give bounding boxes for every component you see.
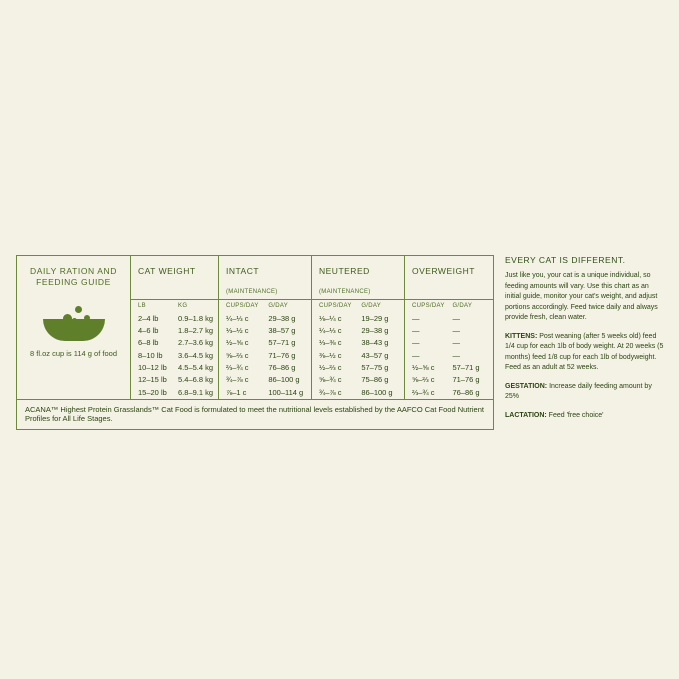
column-title-neutered: NEUTERED: [319, 266, 370, 276]
cell-intact-g: 76–86 g: [268, 363, 296, 372]
table-cell-group: [219, 312, 312, 324]
food-bowl-icon: [43, 301, 105, 341]
cell-intact-g: 86–100 g: [268, 375, 300, 385]
table-cell-group: [312, 386, 405, 398]
table-cell-group: [219, 374, 312, 386]
table-cell-group: [405, 349, 493, 361]
table-subheader-row: [131, 299, 493, 312]
table-footnote: ACANA™ Highest Protein Grasslands™ Cat Food is formulated to meet the nutritional levels established by the AAFCO Cat Food Nutrient Profiles for All Life Stages.: [17, 399, 493, 430]
cell-overweight-cups: —: [412, 338, 420, 348]
cell-neutered-g: 86–100 g: [361, 387, 393, 397]
cup-note: 8 fl.oz cup is 114 g of food: [29, 348, 117, 358]
table-header-row: [131, 256, 493, 299]
feeding-guide-panel: [16, 255, 666, 430]
column-header-overweight: [405, 256, 493, 299]
cell-overweight-cups: ⅝–⅔ c: [412, 375, 435, 385]
table-cell-group: [131, 386, 219, 398]
cell-overweight-g: —: [452, 325, 460, 335]
cell-intact-g: 29–38 g: [268, 313, 296, 323]
cell-neutered-g: 19–29 g: [361, 313, 389, 323]
cell-kg: 3.6–4.5 kg: [178, 350, 214, 360]
cell-lb: 6–8 lb: [138, 338, 159, 348]
notes-block: [505, 255, 666, 429]
cell-neutered-cups: ½–⅔ c: [319, 363, 342, 372]
cell-overweight-g: —: [452, 313, 460, 323]
notes-lactation: [505, 411, 666, 422]
daily-ration-cell: [17, 256, 131, 399]
table-cell-group: [312, 324, 405, 336]
subheader-lb: LB: [138, 303, 146, 309]
cell-neutered-cups: ¾–⅞ c: [319, 387, 342, 397]
table-cell-group: [219, 349, 312, 361]
notes-gestation: [505, 382, 666, 403]
cell-kg: 2.7–3.6 kg: [178, 338, 214, 348]
cell-neutered-cups: ⅜–½ c: [319, 350, 342, 360]
subheader-overweight-cups: CUPS/DAY: [412, 303, 445, 309]
cell-intact-cups: ½–⅝ c: [226, 338, 249, 348]
subheader-kg: KG: [178, 303, 188, 309]
cell-kg: 4.5–5.4 kg: [178, 363, 214, 372]
notes-kittens-text: Post weaning (after 5 weeks old) feed 1/4 cup for each 1lb of body weight. At 20 weeks (5 months) feed 1/8 cup for each 1lb of bodyweight. Feed as an adult at 52 weeks.: [505, 332, 664, 371]
cell-kg: 1.8–2.7 kg: [178, 325, 214, 335]
table-cell-group: [405, 337, 493, 349]
cell-kg: 5.4–6.8 kg: [178, 375, 214, 385]
table-cell-group: [219, 324, 312, 336]
table-cell-group: [219, 337, 312, 349]
cell-neutered-cups: ⅝–¾ c: [319, 375, 342, 385]
table-row: [131, 337, 493, 349]
cell-neutered-g: 29–38 g: [361, 325, 389, 335]
table-cell-group: [405, 312, 493, 324]
table-cell-group: [131, 312, 219, 324]
feeding-table: [16, 255, 494, 430]
cell-lb: 12–15 lb: [138, 375, 167, 385]
table-cell-group: [312, 337, 405, 349]
cell-intact-cups: ⅝–⅔ c: [226, 350, 249, 360]
table-cell-group: [131, 374, 219, 386]
table-cell-group: [131, 362, 219, 374]
notes-gestation-text: Increase daily feeding amount by 25%: [505, 382, 652, 400]
cell-neutered-cups: ⅓–⅜ c: [319, 338, 342, 348]
cell-neutered-g: 38–43 g: [361, 338, 389, 348]
table-cell-group: [405, 386, 493, 398]
table-cell-group: [312, 362, 405, 374]
table-cell-group: [219, 386, 312, 398]
column-header-intact: [219, 256, 312, 299]
column-header-neutered: [312, 256, 405, 299]
table-row: [131, 386, 493, 398]
cell-lb: 15–20 lb: [138, 387, 167, 397]
subheader-neutered-g: G/DAY: [361, 303, 382, 309]
cell-lb: 10–12 lb: [138, 363, 167, 372]
table-cell-group: [219, 362, 312, 374]
daily-ration-title: DAILY RATION AND FEEDING GUIDE: [29, 266, 118, 288]
table-cell-group: [405, 374, 493, 386]
table-row: [131, 312, 493, 324]
cell-intact-g: 57–71 g: [268, 338, 296, 348]
cell-neutered-g: 57–75 g: [361, 363, 389, 372]
notes-kittens: [505, 332, 666, 374]
cell-neutered-cups: ⅛–¼ c: [319, 313, 342, 323]
subheader-overweight-g: G/DAY: [452, 303, 473, 309]
notes-gestation-label: GESTATION:: [505, 382, 548, 390]
table-cell-group: [312, 349, 405, 361]
table-body: [131, 312, 493, 399]
cell-intact-g: 71–76 g: [268, 350, 296, 360]
cell-overweight-cups: —: [412, 325, 420, 335]
cell-intact-g: 38–57 g: [268, 325, 296, 335]
subheader-intact-g: G/DAY: [268, 303, 289, 309]
subheader-neutered-cups: CUPS/DAY: [319, 303, 352, 309]
cell-lb: 2–4 lb: [138, 313, 159, 323]
cell-kg: 0.9–1.8 kg: [178, 313, 214, 323]
cell-overweight-cups: ½–⅝ c: [412, 363, 435, 372]
notes-lactation-text: Feed 'free choice': [546, 411, 604, 419]
table-cell-group: [131, 324, 219, 336]
table-cell-group: [405, 362, 493, 374]
table-row: [131, 349, 493, 361]
subheader-intact-cups: CUPS/DAY: [226, 303, 259, 309]
cell-neutered-g: 43–57 g: [361, 350, 389, 360]
notes-kittens-label: KITTENS:: [505, 332, 538, 340]
cell-lb: 4–6 lb: [138, 325, 159, 335]
notes-intro: Just like you, your cat is a unique individual, so feeding amounts will vary. Use this chart as an initial guide, monitor your cat's weight, and adjust portions accordingly. Feed twice daily and always provide fresh, clean water.: [505, 272, 658, 321]
cell-overweight-cups: —: [412, 350, 420, 360]
cell-overweight-g: 76–86 g: [452, 387, 480, 397]
cell-kg: 6.8–9.1 kg: [178, 387, 214, 397]
cell-intact-cups: ⅓–½ c: [226, 325, 249, 335]
column-title-intact: INTACT: [226, 266, 260, 276]
notes-lactation-label: LACTATION:: [505, 411, 547, 419]
cell-overweight-g: 71–76 g: [452, 375, 480, 385]
cell-intact-g: 100–114 g: [268, 387, 304, 397]
cell-intact-cups: ⅞–1 c: [226, 387, 247, 397]
cell-overweight-g: 57–71 g: [452, 363, 480, 372]
cell-neutered-g: 75–86 g: [361, 375, 389, 385]
cell-overweight-g: —: [452, 338, 460, 348]
table-row: [131, 362, 493, 374]
table-cell-group: [312, 312, 405, 324]
table-cell-group: [312, 374, 405, 386]
cell-intact-cups: ⅔–¾ c: [226, 363, 249, 372]
table-cell-group: [131, 337, 219, 349]
notes-heading: EVERY CAT IS DIFFERENT.: [505, 255, 626, 265]
table-row: [131, 324, 493, 336]
cell-intact-cups: ¾–⅞ c: [226, 375, 249, 385]
column-sub-neutered: (MAINTENANCE): [319, 289, 371, 295]
cell-overweight-cups: ⅔–¾ c: [412, 387, 435, 397]
column-title-weight: CAT WEIGHT: [138, 266, 196, 276]
cell-overweight-cups: —: [412, 313, 420, 323]
table-row: [131, 374, 493, 386]
column-sub-intact: (MAINTENANCE): [226, 289, 278, 295]
column-title-overweight: OVERWEIGHT: [412, 266, 475, 276]
column-header-weight: [131, 256, 219, 299]
cell-lb: 8–10 lb: [138, 350, 163, 360]
cell-overweight-g: —: [452, 350, 460, 360]
cell-intact-cups: ¼–⅓ c: [226, 313, 249, 323]
table-columns: [131, 256, 493, 399]
table-cell-group: [405, 324, 493, 336]
cell-neutered-cups: ¼–⅓ c: [319, 325, 342, 335]
table-cell-group: [131, 349, 219, 361]
